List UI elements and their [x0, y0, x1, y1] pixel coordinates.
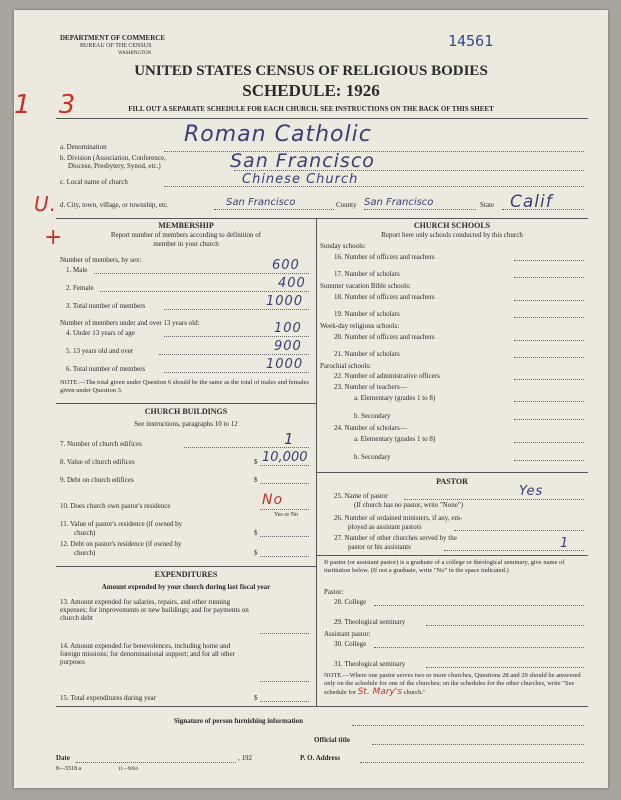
q31-label: 31. Theological seminary	[334, 660, 406, 668]
q24a-label: a. Elementary (grades 1 to 8)	[354, 435, 436, 443]
denomination-value: Roman Catholic	[184, 122, 372, 147]
column-divider	[316, 218, 317, 706]
sunday-label: Sunday schools:	[320, 242, 366, 250]
q8-dollar: $	[254, 458, 258, 466]
q22-label: 22. Number of administrative officers	[334, 372, 440, 380]
q18-label: 18. Number of officers and teachers	[334, 293, 435, 301]
form-instruction: FILL OUT A SEPARATE SCHEDULE FOR EACH CHURCH. SEE INSTRUCTIONS ON THE BACK OF THIS SHEET	[128, 105, 494, 113]
q21-label: 21. Number of scholars	[334, 350, 400, 358]
q26-label-2: ployed as assistant pastors	[348, 523, 422, 531]
q24b-label: b. Secondary	[354, 453, 391, 461]
q23b-label: b. Secondary	[354, 412, 391, 420]
q26-label-1: 26. Number of ordained ministers, if any, em-	[334, 514, 463, 522]
header-rule	[56, 118, 588, 119]
q8-value: 10,000	[262, 450, 308, 465]
schools-heading: CHURCH SCHOOLS	[413, 221, 491, 230]
q7-value: 1	[284, 430, 295, 448]
yes-no-hint: Yes or No	[274, 512, 299, 518]
membership-note: NOTE.—The total given under Question 6 should be the same as the total of males and females given under Question 3.	[60, 379, 309, 394]
expenditures-heading: EXPENDITURES	[154, 570, 218, 579]
q23-label: 23. Number of teachers—	[334, 383, 407, 391]
membership-heading: MEMBERSHIP	[158, 221, 214, 230]
dept-line-3: WASHINGTON	[118, 51, 152, 56]
q24-label: 24. Number of scholars—	[334, 424, 407, 432]
q9-dollar: $	[254, 476, 258, 484]
q11-label-2: church)	[74, 529, 96, 537]
q23a-label: a. Elementary (grades 1 to 8)	[354, 394, 436, 402]
county-value: San Francisco	[364, 197, 434, 208]
state-label: State	[480, 201, 494, 209]
q15-label: 15. Total expenditures during year	[60, 694, 156, 702]
parochial-label: Parochial schools:	[320, 362, 372, 370]
q19-label: 19. Number of scholars	[334, 310, 400, 318]
county-label: County	[336, 201, 357, 209]
pastor-label: Pastor:	[324, 588, 344, 596]
q10-label: 10. Does church own pastor's residence	[60, 502, 171, 510]
graduate-note: If pastor (or assistant pastor) is a graduate of a college or theological seminary, give name of institution below. (If not a graduate, write "No" in the space indicated.)	[324, 559, 565, 574]
q30-label: 30. College	[334, 640, 367, 648]
q27-label-1: 27. Number of other churches served by the	[334, 534, 457, 542]
q25-label: 25. Name of pastor	[334, 492, 388, 500]
q3-value: 1000	[266, 294, 304, 309]
q5-value: 900	[274, 339, 302, 354]
q15-dollar: $	[254, 694, 258, 702]
denomination-label: a. Denomination	[60, 143, 107, 151]
margin-mark-u: U.	[34, 192, 57, 216]
q29-label: 29. Theological seminary	[334, 618, 406, 626]
q9-label: 9. Debt on church edifices	[60, 476, 134, 484]
city-value: San Francisco	[226, 197, 296, 208]
q25-value: Yes	[519, 484, 544, 499]
by-sex-label: Number of members, by sex:	[60, 256, 142, 264]
division-label-2: Diocese, Presbytery, Synod, etc.)	[68, 162, 161, 170]
q16-label: 16. Number of officers and teachers	[334, 253, 435, 261]
buildings-sub: See instructions, paragraphs 10 to 12	[134, 420, 238, 428]
pastor-note: NOTE.—Where one pastor serves two or more churches, Questions 28 and 29 should be answered only on the schedule for one of the churches; on the schedules for the other churches, write "See schedule for St. Mary's church."	[324, 672, 581, 697]
division-label-1: b. Division (Association, Conference,	[60, 154, 166, 162]
q12-label-2: church)	[74, 549, 96, 557]
assistant-label: Assistant pastor:	[324, 630, 371, 638]
official-title-label: Official title	[314, 736, 350, 744]
census-schedule-page	[14, 10, 608, 788]
weekday-label: Week-day religious schools:	[320, 322, 400, 330]
state-value: Calif	[510, 192, 553, 212]
q1-label: 1. Male	[66, 266, 88, 274]
pastor-heading: PASTOR	[436, 477, 468, 486]
form-title: UNITED STATES CENSUS OF RELIGIOUS BODIES	[134, 63, 488, 79]
q11-label-1: 11. Value of pastor's residence (if owned by	[60, 520, 183, 528]
q8-label: 8. Value of church edifices	[60, 458, 135, 466]
buildings-heading: CHURCH BUILDINGS	[144, 407, 228, 416]
q4-label: 4. Under 13 years of age	[66, 329, 135, 337]
q20-label: 20. Number of officers and teachers	[334, 333, 435, 341]
membership-sub-2: member in your church	[153, 240, 219, 248]
form-number-2: 11—9064	[118, 767, 138, 772]
margin-mark-plus: +	[44, 225, 63, 250]
serial-number: 14561	[448, 32, 494, 50]
membership-sub-1: Report number of members according to definition of	[110, 231, 262, 239]
q2-label: 2. Female	[66, 284, 94, 292]
q5-label: 5. 13 years old and over	[66, 347, 134, 355]
dept-line-2: BUREAU OF THE CENSUS	[80, 43, 152, 49]
q1-value: 600	[272, 258, 300, 273]
q4-value: 100	[274, 321, 302, 336]
q13-label: 13. Amount expended for salaries, repairs, and other running expenses; for improvements or new buildings; and for payments on church debt	[60, 598, 249, 622]
form-number-1: 8—5518 a	[56, 766, 82, 772]
expenditures-sub: Amount expended by your church during last fiscal year	[101, 583, 271, 591]
q6-value: 1000	[266, 357, 304, 372]
q2-value: 400	[278, 276, 306, 291]
q25-note: (If church has no pastor, write "None")	[354, 501, 464, 509]
q12-label-1: 12. Debt on pastor's residence (if owned by	[60, 540, 182, 548]
schools-sub: Report here only schools conducted by this church	[381, 231, 523, 239]
city-label: d. City, town, village, or township, etc.	[60, 201, 169, 209]
local-name-label: c. Local name of church	[60, 178, 128, 186]
q12-dollar: $	[254, 549, 258, 557]
division-value: San Francisco	[230, 150, 375, 172]
q28-label: 28. College	[334, 598, 367, 606]
q3-label: 3. Total number of members	[66, 302, 146, 310]
summer-label: Summer vacation Bible schools:	[320, 282, 411, 290]
margin-mark: 1 3	[14, 90, 86, 120]
q7-label: 7. Number of church edifices	[60, 440, 142, 448]
age-head-label: Number of members under and over 13 years old:	[60, 319, 200, 327]
q10-value: No	[262, 492, 284, 508]
signature-label: Signature of person furnishing information	[174, 717, 303, 725]
q17-label: 17. Number of scholars	[334, 270, 400, 278]
q27-value: 1	[560, 536, 570, 551]
po-address-label: P. O. Address	[300, 754, 341, 762]
year-label: , 192	[238, 754, 252, 762]
q14-label: 14. Amount expended for benevolences, including home and foreign missions; for denominational support; and for all other purposes	[60, 642, 235, 666]
q6-label: 6. Total number of members	[66, 365, 146, 373]
dept-line-1: DEPARTMENT OF COMMERCE	[60, 34, 166, 42]
date-label: Date	[56, 754, 70, 762]
q27-label-2: pastor or his assistants	[348, 543, 411, 551]
local-name-value: Chinese Church	[242, 172, 359, 187]
pastor-note-value: St. Mary's	[357, 687, 403, 697]
form-subtitle: SCHEDULE: 1926	[242, 81, 380, 100]
q11-dollar: $	[254, 529, 258, 537]
